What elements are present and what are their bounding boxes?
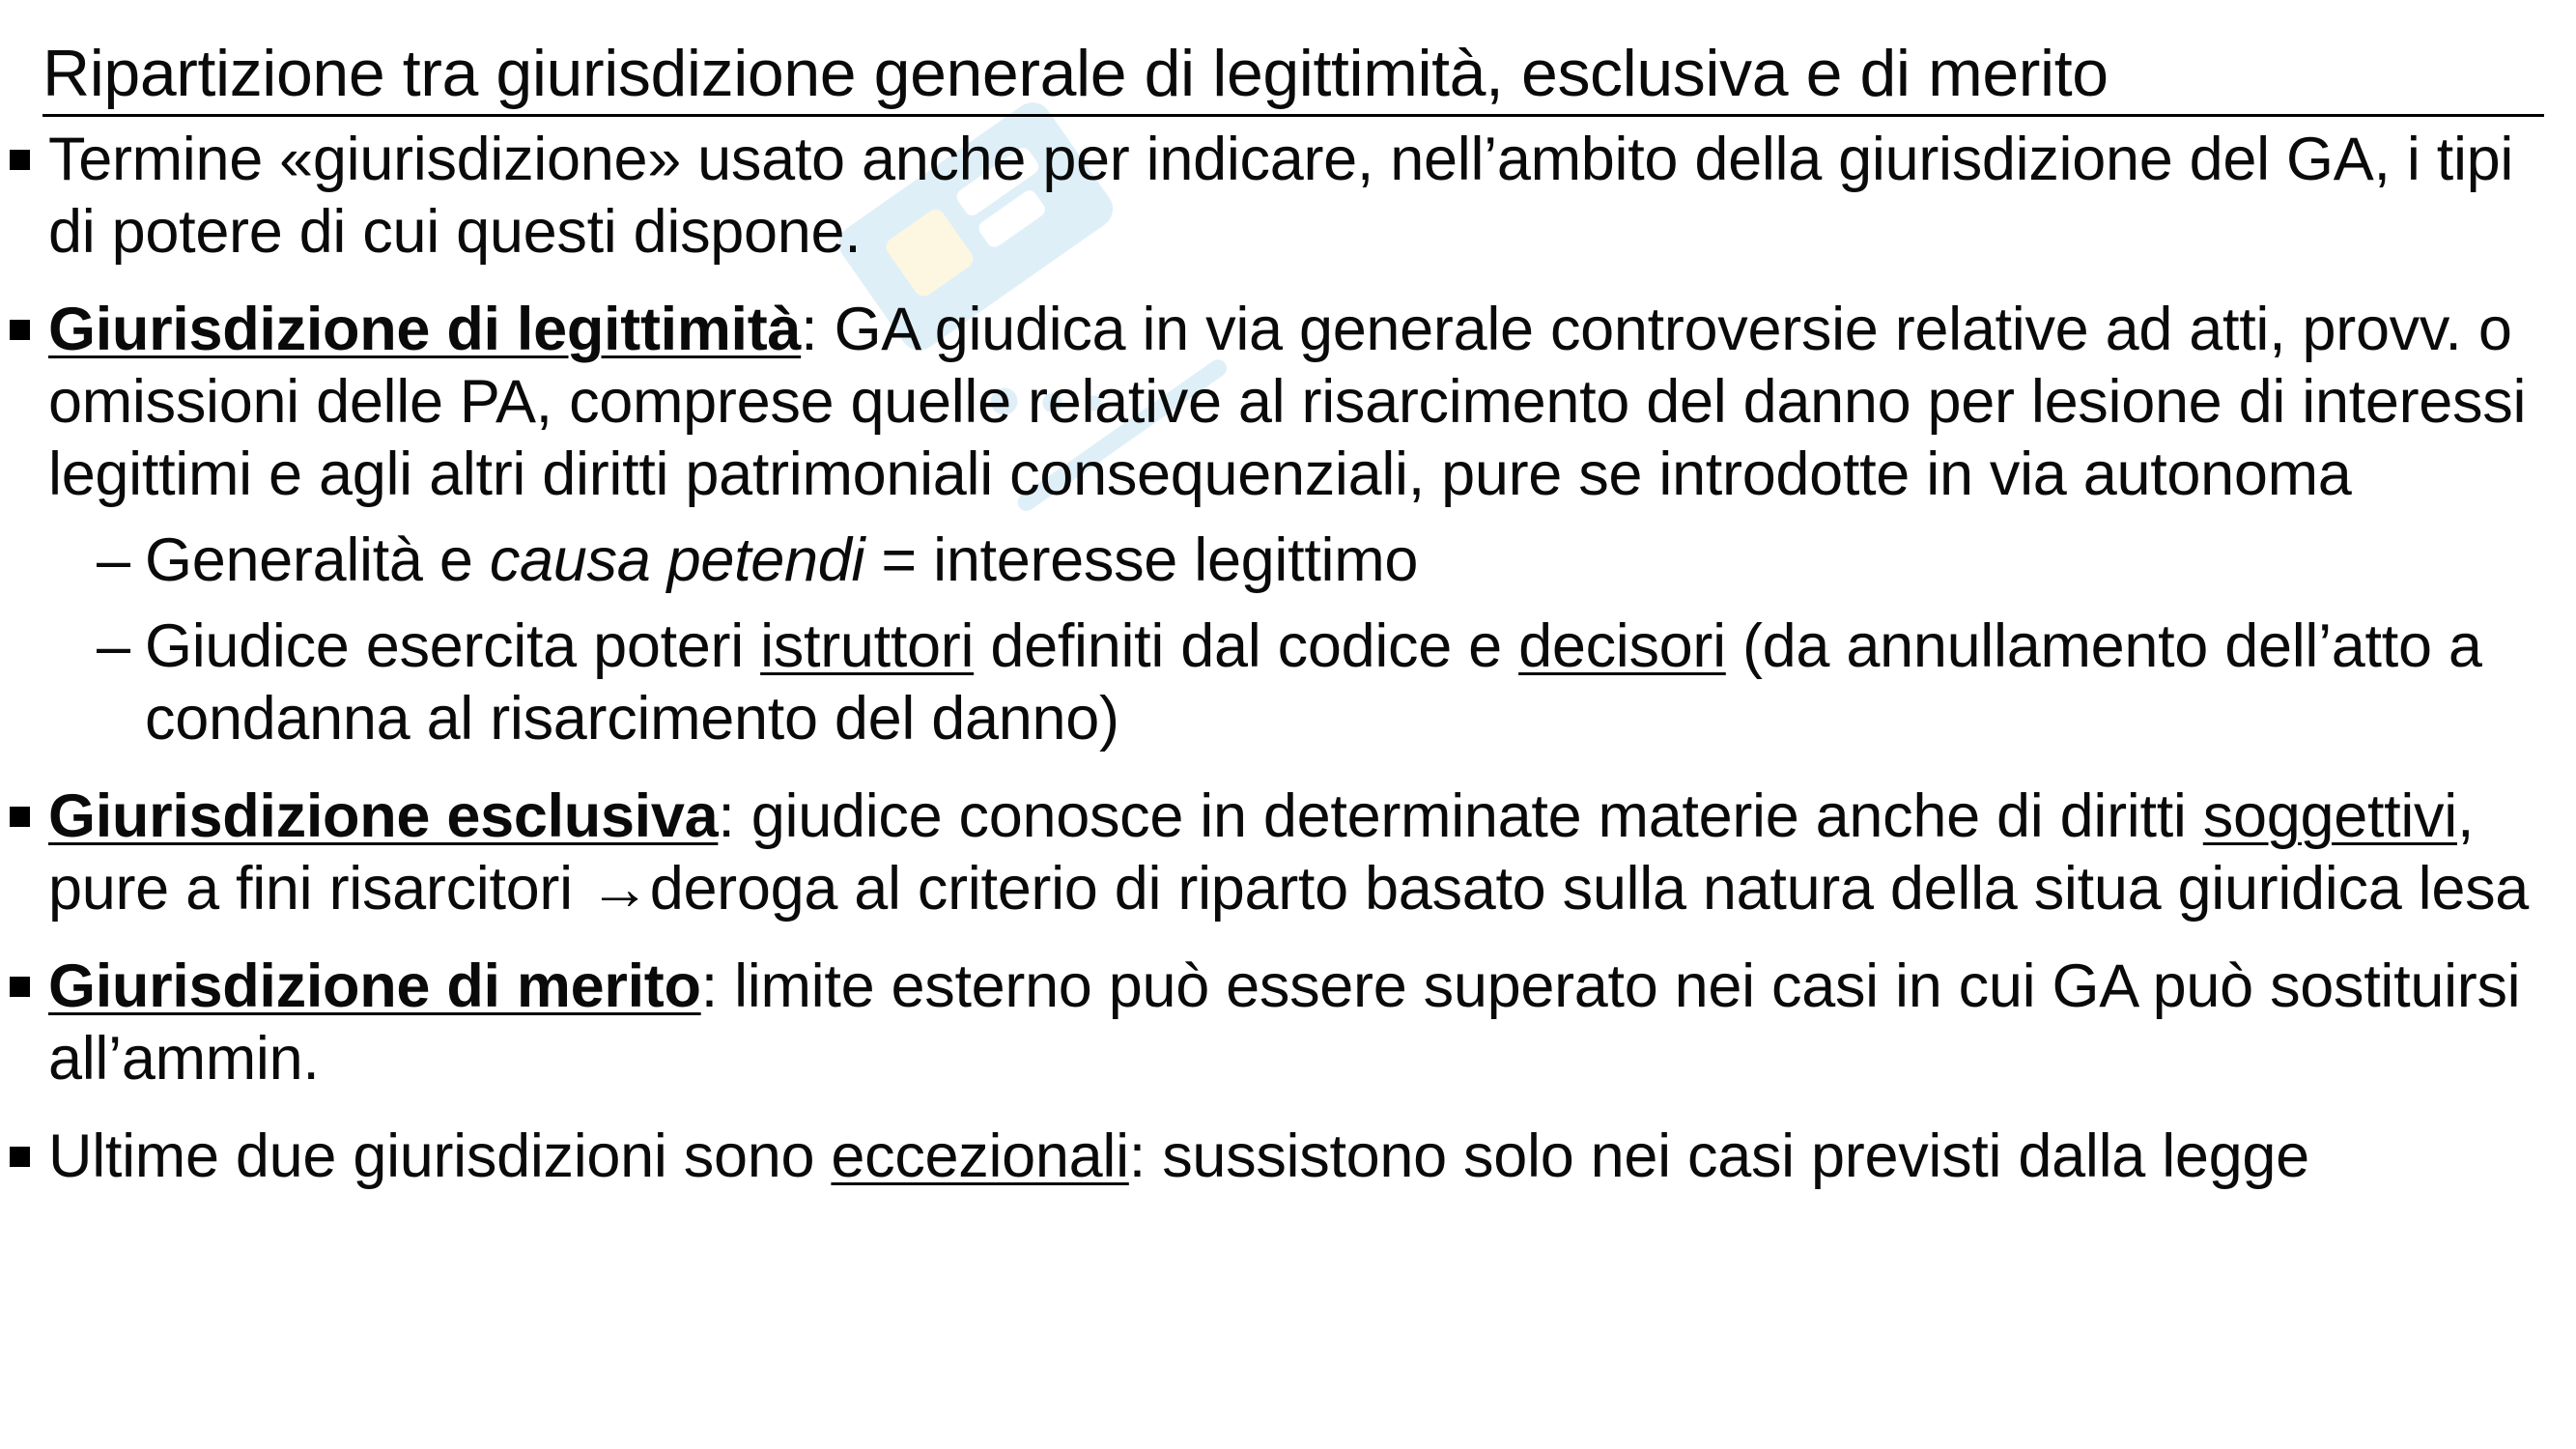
bullet-underlined-term: eccezionali (831, 1122, 1129, 1190)
bullet-text: : limite esterno può essere superato nei casi in cui GA può sostituirsi all’ammin. (48, 952, 2521, 1093)
square-bullet-icon (10, 807, 30, 827)
bullet-text: Termine «giurisdizione» usato anche per indicare, nell’ambito della giurisdizione del GA, i tipi di potere di cui questi dispone. (48, 126, 2514, 266)
sub-text-mid: definiti dal codice e (974, 612, 1519, 680)
slide-title: Ripartizione tra giurisdizione generale di legittimità, esclusiva e di merito (42, 37, 2109, 110)
bullet-item-4 (0, 951, 2576, 1095)
sub-text-before: Generalità e (145, 526, 490, 594)
bullet-list (0, 124, 2576, 1193)
bullet-item-2 (0, 294, 2576, 511)
square-bullet-icon (10, 320, 30, 340)
sub-italic-term: causa petendi (489, 526, 865, 594)
title-underline (42, 114, 2544, 117)
bullet-item-3 (0, 781, 2576, 925)
bullet-text: , pure a fini risarcitori (48, 782, 2475, 923)
square-bullet-icon (10, 1147, 30, 1167)
sub-text-before: Giudice esercita poteri (145, 612, 761, 680)
bullet-item-5 (0, 1121, 2576, 1193)
bullet-text: deroga al criterio di riparto basato sulla natura della situa giuridica lesa (649, 855, 2530, 923)
bullet-text: : sussistono solo nei casi previsti dalla legge (1128, 1122, 2309, 1190)
square-bullet-icon (10, 977, 30, 997)
bullet-term: Giurisdizione di merito (48, 952, 701, 1020)
sub-item-1 (0, 525, 2576, 597)
bullet-text: : giudice conosce in determinate materie anche di diritti (718, 782, 2203, 850)
square-bullet-icon (10, 150, 30, 170)
bullet-item-1 (0, 124, 2576, 269)
dash-marker: – (97, 526, 130, 594)
sub-item-2 (0, 611, 2576, 755)
bullet-term: Giurisdizione esclusiva (48, 782, 719, 850)
bullet-text: Ultime due giurisdizioni sono (48, 1122, 832, 1190)
bullet-term: Giurisdizione di legittimità (48, 296, 802, 363)
sub-text-after: = interesse legittimo (864, 526, 1419, 594)
sub-underlined-term: decisori (1518, 612, 1726, 680)
sub-underlined-term: istruttori (760, 612, 975, 680)
bullet-underlined-term: soggettivi (2202, 782, 2457, 850)
arrow-icon: → (589, 855, 650, 923)
dash-marker: – (97, 612, 130, 680)
sub-text-after: (da annullamento dell’atto a condanna al risarcimento del danno) (145, 612, 2482, 753)
bullet-text: : GA giudica in via generale controversie relative ad atti, provv. o omissioni delle PA, comprese quelle relative al risarcimento del danno per lesione di interessi legittimi e agli altri diritti patrimoniali consequenziali, pure se introdotte in via autonoma (48, 296, 2527, 508)
